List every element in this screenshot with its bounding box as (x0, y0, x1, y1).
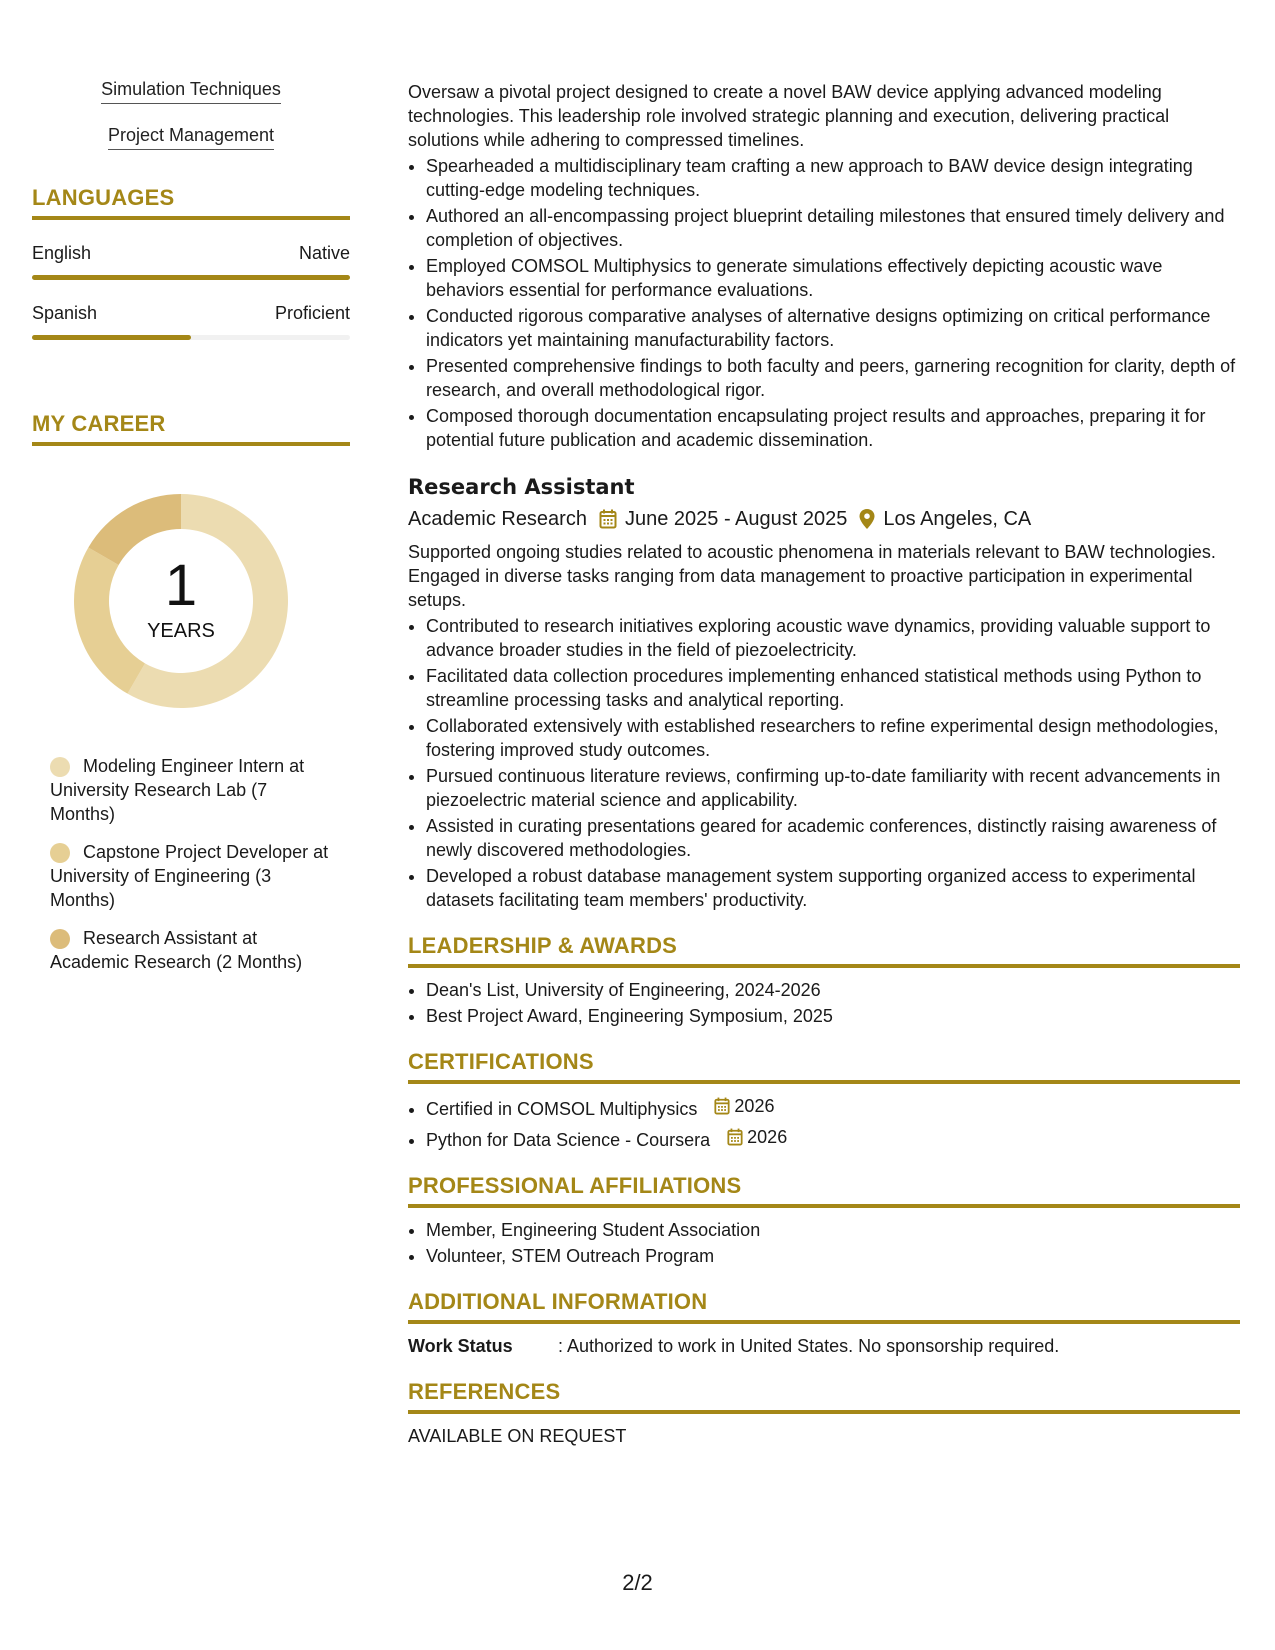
bullet-item: • Employed COMSOL Multiphysics to generate simulations effectively depicting acoustic wave behaviors essential for performance evaluations. (426, 254, 1240, 302)
certification-item (426, 1125, 1240, 1152)
bullet-item: • Pursued continuous literature reviews, confirming up-to-date familiarity with recent advancements in piezoelectric material science and applicability. (426, 764, 1240, 812)
references-title: REFERENCES (408, 1378, 1240, 1414)
language-bar (32, 275, 350, 280)
project-summary: Oversaw a pivotal project designed to create a novel BAW device applying advanced modeling technologies. This leadership role involved strategic planning and execution, delivering practical solutions while adhering to compressed timelines. (408, 82, 1170, 150)
sidebar (32, 78, 350, 988)
bullet-item: • Spearheaded a multidisciplinary team crafting a new approach to BAW device design integrating cutting-edge modeling techniques. (426, 154, 1240, 202)
main-content (408, 80, 1240, 1448)
work-status-row (408, 1334, 1240, 1358)
career-total-value: 1 (164, 553, 198, 618)
work-status-value: : Authorized to work in United States. No sponsorship required. (558, 1336, 1060, 1356)
leadership-title: LEADERSHIP & AWARDS (408, 932, 1240, 968)
location-pin-icon (859, 509, 875, 529)
job-company: Academic Research (408, 508, 587, 530)
language-item (32, 242, 350, 280)
certification-year: 2026 (734, 1096, 775, 1116)
language-bar-fill (32, 335, 191, 340)
language-name: Spanish (32, 303, 98, 323)
career-legend-item (50, 926, 330, 974)
references-text: AVAILABLE ON REQUEST (408, 1426, 627, 1446)
certifications-list (408, 1094, 1240, 1152)
language-name: English (32, 243, 92, 263)
bullet-item: • Composed thorough documentation encapsulating project results and approaches, preparing it for potential future publication and academic dissemination. (426, 404, 1240, 452)
project-bullets (408, 154, 1240, 452)
career-donut-chart (66, 486, 296, 716)
leadership-section (408, 932, 1240, 1028)
languages-section (32, 184, 350, 340)
affiliations-title: PROFESSIONAL AFFILIATIONS (408, 1172, 1240, 1208)
job-entry (408, 474, 1240, 912)
bullet-item: • Member, Engineering Student Association (426, 1218, 1240, 1242)
certification-name: Python for Data Science - Coursera (426, 1130, 711, 1150)
career-legend-item (50, 754, 330, 826)
legend-dot-icon (50, 757, 70, 777)
references-section (408, 1378, 1240, 1448)
legend-dot-icon (50, 929, 70, 949)
language-bar-fill (32, 275, 350, 280)
certification-year: 2026 (747, 1127, 788, 1147)
skills-list (32, 78, 350, 150)
language-level: Proficient (274, 303, 350, 323)
job-summary: Supported ongoing studies related to acoustic phenomena in materials relevant to BAW technologies. Engaged in diverse tasks ranging from data management to proactive participation in experimental setups. (408, 542, 1216, 610)
language-item (32, 302, 350, 340)
bullet-item: • Facilitated data collection procedures implementing enhanced statistical methods using Python to streamline processing tasks and analytical reporting. (426, 664, 1240, 712)
skill-tag: Simulation Techniques (101, 78, 281, 104)
bullet-item: • Authored an all-encompassing project blueprint detailing milestones that ensured timely delivery and completion of objectives. (426, 204, 1240, 252)
certification-name: Certified in COMSOL Multiphysics (426, 1099, 698, 1119)
career-legend (50, 754, 330, 974)
career-legend-label: Modeling Engineer Intern at University Research Lab (7 Months) (50, 756, 305, 824)
bullet-item: • Dean's List, University of Engineering, 2024-2026 (426, 978, 1240, 1002)
bullet-item: • Conducted rigorous comparative analyses of alternative designs optimizing on critical performance indicators yet maintaining manufacturability factors. (426, 304, 1240, 352)
certifications-title: CERTIFICATIONS (408, 1048, 1240, 1084)
career-title: MY CAREER (32, 410, 350, 446)
calendar-icon (727, 1128, 743, 1146)
job-bullets (408, 614, 1240, 912)
bullet-item: • Volunteer, STEM Outreach Program (426, 1244, 1240, 1268)
career-section (32, 410, 350, 974)
bullet-item: • Presented comprehensive findings to both faculty and peers, garnering recognition for clarity, depth of research, and overall methodological rigor. (426, 354, 1240, 402)
certification-item (426, 1094, 1240, 1121)
language-level: Native (298, 243, 350, 263)
career-legend-label: Capstone Project Developer at University of Engineering (3 Months) (50, 842, 329, 910)
calendar-icon (599, 509, 617, 529)
job-dates: June 2025 - August 2025 (624, 508, 848, 530)
calendar-icon (714, 1097, 730, 1115)
career-legend-item (50, 840, 330, 912)
language-bar (32, 335, 350, 340)
affiliations-list (408, 1218, 1240, 1268)
legend-dot-icon (50, 843, 70, 863)
job-meta (408, 506, 1240, 532)
work-status-key: Work Status (408, 1336, 513, 1356)
skill-tag: Project Management (108, 124, 274, 150)
certifications-section (408, 1048, 1240, 1152)
job-location: Los Angeles, CA (883, 508, 1032, 530)
career-legend-label: Research Assistant at Academic Research (2 Months) (50, 928, 303, 972)
languages-title: LANGUAGES (32, 184, 350, 220)
additional-info-section (408, 1288, 1240, 1358)
page-number: 2/2 (622, 1570, 653, 1595)
bullet-item: • Developed a robust database management system supporting organized access to experimental datasets facilitating team members' productivity. (426, 864, 1240, 912)
additional-info-title: ADDITIONAL INFORMATION (408, 1288, 1240, 1324)
bullet-item: • Assisted in curating presentations geared for academic conferences, distinctly raising awareness of newly discovered methodologies. (426, 814, 1240, 862)
affiliations-section (408, 1172, 1240, 1268)
bullet-item: • Contributed to research initiatives exploring acoustic wave dynamics, providing valuable support to advance broader studies in the field of piezoelectricity. (426, 614, 1240, 662)
career-total-unit: YEARS (147, 620, 215, 642)
leadership-list (408, 978, 1240, 1028)
job-title: Research Assistant (408, 475, 635, 499)
bullet-item: • Best Project Award, Engineering Symposium, 2025 (426, 1004, 1240, 1028)
bullet-item: • Collaborated extensively with established researchers to refine experimental design methodologies, fostering improved study outcomes. (426, 714, 1240, 762)
